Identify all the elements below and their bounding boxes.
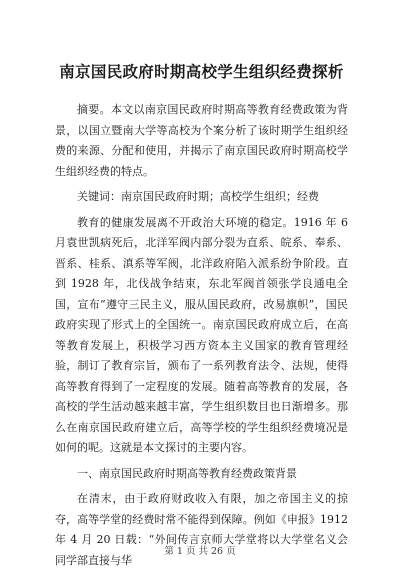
document-title: 南京国民政府时期高校学生组织经费探析 xyxy=(59,63,344,81)
keywords-paragraph: 关键词：南京国民政府时期；高校学生组织；经费 xyxy=(77,190,319,203)
section-heading: 一、南京国民政府时期高等教育经费政策背景 xyxy=(77,466,297,480)
body-paragraph: 教育的健康发展离不开政治大环境的稳定。1916 年 6 月袁世凯病死后，北洋军阀内部分裂为直系、皖系、奉系、晋系、桂系、滇系等军阀，北洋政府陷入派系纷争阶段。直到 1928 年，北伐战争结束，东北军阀首领张学良通电全国，宣布“遵守三民主义，服从国民政府，改易旗帜”，国民政府实现了形式上的全国统一。南京国民政府成立后，在高等教育发展上，积极学习西方资本主义国家的教育管理经验，制订了教育宗旨，颁布了一系列教育法令、法规，使得高等教育得到了一定程度的发展。随着高等教育的发展，各高校的学生活动越来越丰富，学生组织数目也日渐增多。那么在南京国民政府建立后，高等学校的学生组织经费境况是如何的呢。这就是本文探讨的主要内容。 xyxy=(55,215,348,454)
body-paragraph: 在清末，由于政府财政收入有限，加之帝国主义的掠夺，高等学堂的经费时常不能得到保障。例如《申报》1912 年 4 月 20 日载：“外间传言京师大学堂将以大学堂名义会同学部直接与华 xyxy=(55,492,348,567)
page-number-footer: 第 1 页 共 26 页 xyxy=(164,546,236,557)
abstract-paragraph: 摘要。本文以南京国民政府时期高等教育经费政策为背景，以国立暨南大学等高校为个案分析了该时期学生组织经费的来源、分配和使用，并揭示了南京国民政府时期高校学生组织经费的特点。 xyxy=(55,103,348,178)
